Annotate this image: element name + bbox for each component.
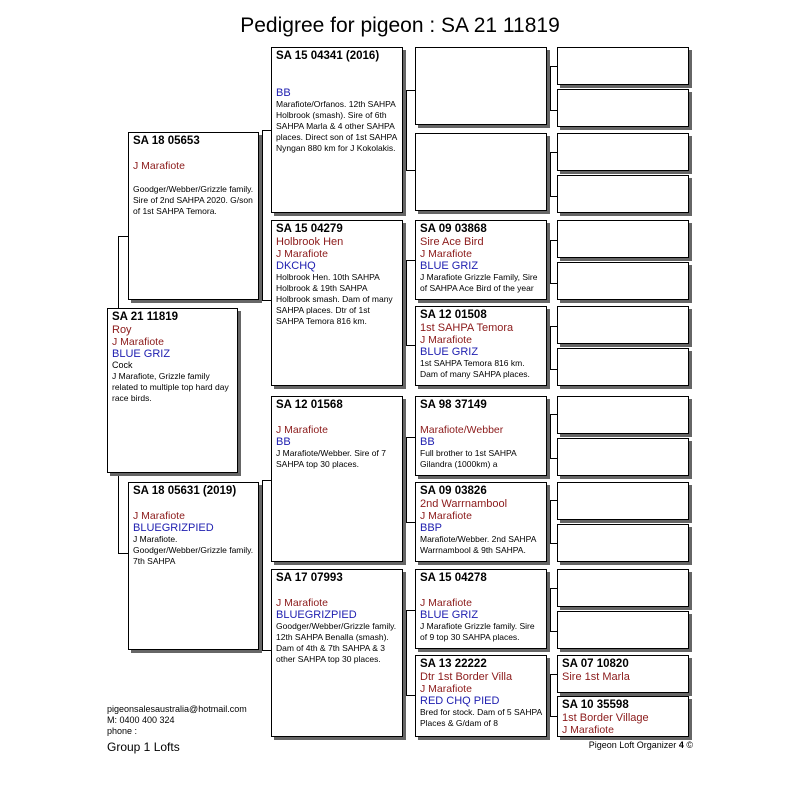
dam-sire-sire-card[interactable]: [415, 396, 547, 476]
connector-line: [262, 130, 263, 300]
empty-pedigree-card[interactable]: [557, 47, 689, 85]
brand-name: Pigeon Loft Organizer: [588, 740, 677, 750]
pigeon-name: Sire Ace Bird: [420, 236, 484, 248]
breeder: J Marafiote: [276, 424, 328, 436]
connector-line: [118, 553, 128, 554]
connector-line: [262, 650, 271, 651]
connector-line: [262, 130, 271, 131]
connector-line: [550, 240, 557, 241]
ring-number: SA 18 05631 (2019): [133, 485, 237, 497]
connector-line: [262, 480, 271, 481]
sire-dam-sire-card[interactable]: [415, 220, 547, 300]
notes: J Marafiote/Webber. Sire of 7 SAHPA top 30 places.: [276, 448, 386, 469]
notes: J Marafiote Grizzle family. Sire of 9 top 30 SAHPA places.: [420, 621, 535, 642]
dam-sire-dam-card[interactable]: [415, 482, 547, 562]
ring-number: SA 07 10820: [562, 658, 629, 670]
breeder: J Marafiote: [562, 724, 614, 736]
connector-line: [550, 716, 557, 717]
pigeon-name: Dtr 1st Border Villa: [420, 671, 513, 683]
empty-pedigree-card[interactable]: [557, 396, 689, 434]
ring-number: SA 98 37149: [420, 399, 487, 411]
empty-pedigree-card[interactable]: [557, 348, 689, 386]
ring-number: SA 13 22222: [420, 658, 487, 670]
ring-number: SA 10 35598: [562, 699, 629, 711]
connector-line: [550, 414, 557, 415]
empty-pedigree-card[interactable]: [557, 220, 689, 258]
pigeon-name: 1st Border Village: [562, 712, 649, 724]
ring-number: SA 15 04279: [276, 223, 343, 235]
connector-line: [406, 695, 415, 696]
empty-pedigree-card[interactable]: [415, 47, 547, 125]
connector-line: [406, 437, 407, 522]
connector-line: [550, 66, 551, 110]
dam-sire-card[interactable]: [271, 396, 403, 562]
connector-line: [550, 588, 551, 631]
notes: Bred for stock. Dam of 5 SAHPA Places & G/dam of 8: [420, 707, 542, 728]
empty-pedigree-card[interactable]: [557, 482, 689, 520]
colour: BBP: [420, 522, 443, 534]
connector-line: [406, 260, 407, 345]
pigeon-name: 2nd Warrnambool: [420, 498, 508, 510]
notes: Marafiote/Webber. 2nd SAHPA Warrnambool & 9th SAHPA.: [420, 534, 536, 555]
pigeon-name: Sire 1st Marla: [562, 671, 630, 683]
empty-pedigree-card[interactable]: [557, 524, 689, 562]
connector-line: [262, 300, 271, 301]
connector-line: [262, 480, 263, 650]
dam-dam-dam-sire-card[interactable]: [557, 655, 689, 693]
contact-email[interactable]: pigeonsalesaustralia@hotmail.com: [107, 704, 247, 714]
subject-card[interactable]: [107, 308, 238, 473]
connector-line: [550, 110, 557, 111]
connector-line: [550, 66, 557, 67]
connector-line: [406, 610, 415, 611]
breeder: J Marafiote: [133, 510, 185, 522]
sire-dam-card[interactable]: [271, 220, 403, 386]
breeder: J Marafiote: [420, 597, 472, 609]
connector-line: [550, 369, 557, 370]
empty-pedigree-card[interactable]: [557, 175, 689, 213]
colour: BB: [276, 436, 291, 448]
connector-line: [550, 458, 557, 459]
breeder: J Marafiote: [276, 248, 328, 260]
ring-number: SA 21 11819: [112, 311, 179, 323]
connector-line: [406, 90, 407, 170]
connector-line: [406, 610, 407, 695]
colour: DKCHQ: [276, 260, 316, 272]
breeder: J Marafiote: [133, 160, 185, 172]
notes: Goodger/Webber/Grizzle family. Sire of 2nd SAHPA 2020. G/son of 1st SAHPA Temora.: [133, 184, 254, 216]
empty-pedigree-card[interactable]: [557, 611, 689, 649]
empty-pedigree-card[interactable]: [557, 89, 689, 127]
software-brand: [589, 740, 693, 750]
sex: Cock: [112, 360, 133, 370]
colour: BLUE GRIZ: [420, 609, 479, 621]
notes: J Marafiote, Grizzle family related to multiple top hard day race birds.: [112, 371, 229, 403]
notes: Full brother to 1st SAHPA Gilandra (1000km) a: [420, 448, 517, 469]
colour: BB: [276, 87, 291, 99]
colour: BB: [420, 436, 435, 448]
sire-card[interactable]: [128, 132, 259, 300]
copyright-symbol: ©: [686, 740, 693, 750]
ring-number: SA 09 03826: [420, 485, 487, 497]
pigeon-name: Holbrook Hen: [276, 236, 344, 248]
empty-pedigree-card[interactable]: [557, 438, 689, 476]
breeder: J Marafiote: [112, 336, 164, 348]
breeder: J Marafiote: [420, 334, 472, 346]
connector-line: [550, 674, 551, 716]
empty-pedigree-card[interactable]: [557, 262, 689, 300]
colour: RED CHQ PIED: [420, 695, 500, 707]
colour: BLUE GRIZ: [420, 346, 479, 358]
notes: 1st SAHPA Temora 816 km. Dam of many SAHPA places.: [420, 358, 530, 379]
dam-dam-card[interactable]: [271, 569, 403, 737]
ring-number: SA 15 04278: [420, 572, 487, 584]
breeder: J Marafiote: [420, 683, 472, 695]
connector-line: [550, 631, 557, 632]
connector-line: [550, 500, 551, 543]
contact-block: [107, 704, 247, 737]
ring-number: SA 12 01508: [420, 309, 487, 321]
sire-dam-dam-card[interactable]: [415, 306, 547, 386]
dam-dam-sire-card[interactable]: [415, 569, 547, 649]
connector-line: [550, 588, 557, 589]
colour: BLUEGRIZPIED: [276, 609, 357, 621]
connector-line: [406, 522, 415, 523]
connector-line: [118, 236, 119, 308]
connector-line: [550, 196, 557, 197]
notes: Goodger/Webber/Grizzle family. 12th SAHPA Benalla (smash). Dam of 4th & 7th SAHPA & 3 other SAHPA top 30 places.: [276, 621, 397, 664]
pigeon-name: Roy: [112, 324, 132, 336]
connector-line: [550, 543, 557, 544]
ring-number: SA 09 03868: [420, 223, 487, 235]
notes: J Marafiote. Goodger/Webber/Grizzle family. 7th SAHPA: [133, 534, 254, 566]
colour: BLUE GRIZ: [420, 260, 479, 272]
connector-line: [406, 437, 415, 438]
dam-dam-dam-dam-card[interactable]: [557, 696, 689, 737]
breeder: J Marafiote: [276, 597, 328, 609]
connector-line: [550, 674, 557, 675]
connector-line: [406, 260, 415, 261]
notes: J Marafiote Grizzle Family, Sire of SAHPA Ace Bird of the year: [420, 272, 538, 293]
empty-pedigree-card[interactable]: [557, 306, 689, 344]
connector-line: [550, 500, 557, 501]
connector-line: [550, 414, 551, 458]
connector-line: [550, 326, 551, 369]
dam-card[interactable]: [128, 482, 259, 650]
connector-line: [406, 90, 415, 91]
empty-pedigree-card[interactable]: [557, 569, 689, 607]
connector-line: [550, 283, 557, 284]
connector-line: [406, 345, 415, 346]
empty-pedigree-card[interactable]: [557, 133, 689, 171]
breeder: J Marafiote: [420, 248, 472, 260]
connector-line: [406, 170, 415, 171]
connector-line: [118, 473, 119, 553]
breeder: J Marafiote: [420, 510, 472, 522]
ring-number: SA 15 04341 (2016): [276, 50, 380, 62]
page-title: Pedigree for pigeon : SA 21 11819: [240, 14, 560, 37]
connector-line: [550, 152, 557, 153]
connector-line: [550, 152, 551, 196]
pigeon-name: 1st SAHPA Temora: [420, 322, 514, 334]
breeder: Marafiote/Webber: [420, 424, 504, 436]
connector-line: [118, 236, 128, 237]
colour: BLUE GRIZ: [112, 348, 171, 360]
notes: Holbrook Hen. 10th SAHPA Holbrook & 19th SAHPA Holbrook smash. Dam of many SAHPA places. Dtr of 1st SAHPA Temora 816 km.: [276, 272, 393, 326]
ring-number: SA 12 01568: [276, 399, 343, 411]
contact-mobile: M: 0400 400 324: [107, 715, 175, 725]
contact-phone: phone :: [107, 726, 138, 736]
connector-line: [550, 326, 557, 327]
colour: BLUEGRIZPIED: [133, 522, 214, 534]
dam-dam-dam-card[interactable]: [415, 655, 547, 737]
ring-number: SA 17 07993: [276, 572, 343, 584]
empty-pedigree-card[interactable]: [415, 133, 547, 211]
connector-line: [550, 240, 551, 283]
brand-version: 4: [678, 740, 684, 750]
ring-number: SA 18 05653: [133, 135, 200, 147]
loft-name: Group 1 Lofts: [107, 740, 180, 754]
notes: Marafiote/Orfanos. 12th SAHPA Holbrook (smash). Sire of 6th SAHPA Marla & 4 other SAHPA places. Direct son of 1st SAHPA Nyngan 880 km for J Kokolakis.: [276, 99, 397, 153]
sire-sire-card[interactable]: [271, 47, 403, 213]
